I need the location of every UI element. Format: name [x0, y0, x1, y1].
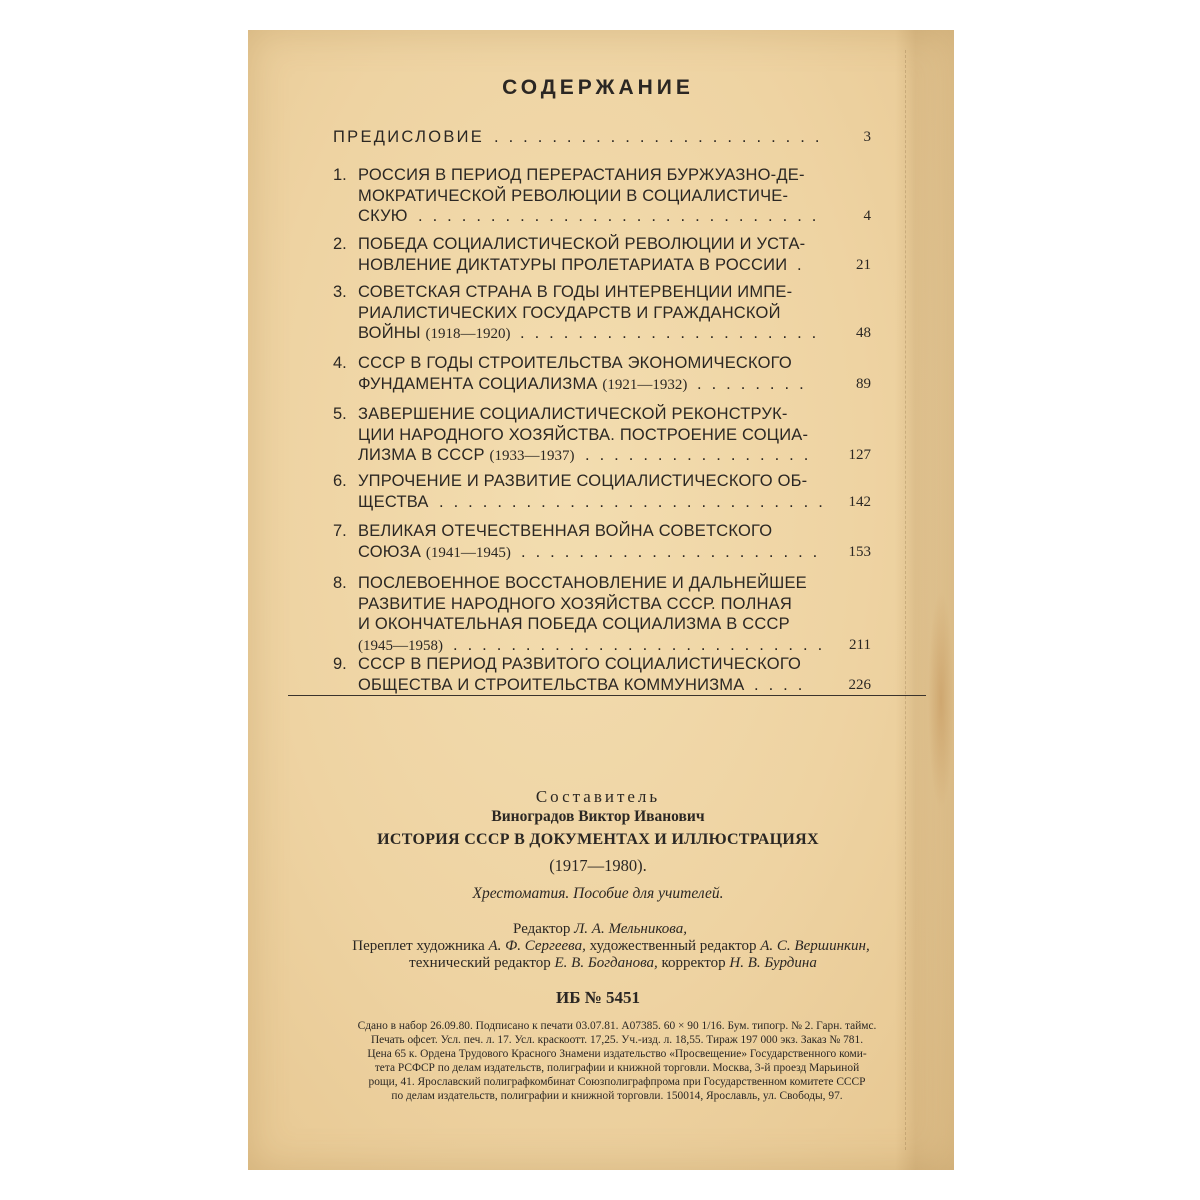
toc-entry-line-text: ФУНДАМЕНТА СОЦИАЛИЗМА	[358, 374, 598, 393]
art-editor-name: А. С. Вершинкин,	[760, 938, 870, 954]
toc-page-number: 226	[848, 676, 871, 693]
toc-entry-years: (1933—1937)	[489, 448, 575, 464]
toc-entry-line-text: ЦИИ НАРОДНОГО ХОЗЯЙСТВА. ПОСТРОЕНИЕ СОЦИА-	[358, 425, 809, 444]
toc-entry-line-text: ЗАВЕРШЕНИЕ СОЦИАЛИСТИЧЕСКОЙ РЕКОНСТРУК-	[358, 405, 788, 423]
toc-page-number: 142	[848, 493, 871, 510]
toc-entry-preface	[0, 124, 1200, 150]
leader-dots: .....................	[521, 542, 828, 561]
credit-technical	[0, 955, 1200, 972]
toc-chapter-number: 4.	[333, 354, 347, 372]
tech-editor-role: технический редактор	[409, 955, 551, 971]
toc-chapter-number: 2.	[333, 235, 347, 253]
leader-dots: .......................	[494, 128, 830, 146]
toc-entry-line-text: СССР В ГОДЫ СТРОИТЕЛЬСТВА ЭКОНОМИЧЕСКОГО	[358, 354, 792, 372]
leader-dots: ............................	[418, 207, 827, 225]
leader-dots: .	[797, 255, 812, 274]
imprint-block	[286, 1019, 948, 1103]
leader-dots: ....	[754, 675, 813, 694]
toc-entry-line-text: СКУЮ	[358, 207, 408, 225]
toc-entry-line-text: ОБЩЕСТВА И СТРОИТЕЛЬСТВА КОММУНИЗМА	[358, 675, 745, 694]
toc-chapter-number: 6.	[333, 472, 347, 490]
toc-chapter-number: 7.	[333, 522, 347, 540]
toc-entry-line-text: РИАЛИСТИЧЕСКИХ ГОСУДАРСТВ И ГРАЖДАНСКОЙ	[358, 303, 781, 322]
toc-entry-line	[0, 489, 1200, 515]
toc-entry-line	[0, 371, 1200, 397]
proofreader-name: Н. В. Бурдина	[729, 955, 817, 971]
credit-editor	[0, 921, 1200, 938]
binding-role: Переплет художника	[352, 938, 485, 954]
toc-entry-line-text: УПРОЧЕНИЕ И РАЗВИТИЕ СОЦИАЛИСТИЧЕСКОГО ОБ-	[358, 472, 808, 490]
imprint-line: Цена 65 к. Ордена Трудового Красного Знамени издательство «Просвещение» Государственного коми-	[367, 1048, 867, 1060]
leader-dots: ........	[697, 374, 814, 393]
toc-page-number: 127	[848, 447, 871, 463]
imprint-line: Печать офсет. Усл. печ. л. 17. Усл. краскоотт. 17,25. Уч.-изд. л. 18,55. Тираж 197 000 экз. Заказ № 781.	[370, 1034, 864, 1046]
toc-entry-line-text: СОВЕТСКАЯ СТРАНА В ГОДЫ ИНТЕРВЕНЦИИ ИМПЕ-	[358, 283, 793, 301]
book-subtitle: Хрестоматия. Пособие для учителей.	[472, 885, 724, 902]
toc-entry-title: ПРЕДИСЛОВИЕ	[333, 128, 485, 146]
toc-entry-line-text: ЩЕСТВА	[358, 492, 429, 511]
book-years: (1917—1980).	[549, 856, 647, 875]
toc-entry-text	[358, 442, 575, 469]
editor-role: Редактор	[513, 921, 571, 937]
contents-heading: СОДЕРЖАНИЕ	[502, 76, 694, 99]
proofreader-role: корректор	[661, 955, 726, 971]
toc-entry-line-text: СОЮЗА	[358, 542, 422, 561]
toc-entry-text	[358, 320, 510, 347]
leader-dots: ................	[585, 446, 819, 464]
toc-entry-text	[358, 252, 787, 278]
toc-page-number: 4	[863, 208, 871, 224]
editor-name: Л. А. Мельникова,	[574, 921, 687, 937]
toc-entry-text	[358, 539, 511, 566]
toc-entry-line	[0, 252, 1200, 278]
credit-artists	[0, 938, 1200, 955]
toc-entry-line-text: ВЕЛИКАЯ ОТЕЧЕСТВЕННАЯ ВОЙНА СОВЕТСКОГО	[358, 522, 773, 540]
toc-page-number: 3	[863, 129, 871, 145]
toc-chapter-number: 5.	[333, 405, 347, 423]
toc-entry-years: (1921—1932)	[602, 376, 688, 393]
toc-entry-line	[0, 203, 1200, 229]
toc-entry-years: (1918—1920)	[425, 326, 511, 342]
toc-chapter-number: 8.	[333, 574, 347, 592]
toc-entry-line-text: ПОСЛЕВОЕННОЕ ВОССТАНОВЛЕНИЕ И ДАЛЬНЕЙШЕЕ	[358, 574, 807, 592]
toc-entry-line-text: ПОБЕДА СОЦИАЛИСТИЧЕСКОЙ РЕВОЛЮЦИИ И УСТА-	[358, 235, 806, 253]
toc-page-number: 89	[856, 375, 871, 392]
toc-chapter-number: 9.	[333, 655, 347, 673]
toc-entry-line-text: НОВЛЕНИЕ ДИКТАТУРЫ ПРОЛЕТАРИАТА В РОССИИ	[358, 255, 788, 274]
toc-page-number: 153	[848, 543, 871, 560]
ib-number: ИБ № 5451	[555, 988, 641, 1007]
imprint-line: по делам издательств, полиграфии и книжной торговли. 150014, Ярославль, ул. Свободы, 97.	[391, 1090, 843, 1102]
book-title: ИСТОРИЯ СССР В ДОКУМЕНТАХ И ИЛЛЮСТРАЦИЯХ	[377, 831, 819, 848]
toc-entry-line-text: РОССИЯ В ПЕРИОД ПЕРЕРАСТАНИЯ БУРЖУАЗНО-ДЕ-	[358, 166, 805, 184]
toc-entry-text	[358, 672, 744, 698]
leader-dots: .....................	[520, 324, 827, 342]
toc-entry-line	[0, 442, 1200, 468]
toc-page-number: 211	[849, 636, 871, 653]
compiler-label: Составитель	[535, 787, 661, 806]
toc-page-number: 48	[856, 325, 871, 341]
compiler-name: Виноградов Виктор Иванович	[491, 808, 705, 825]
tech-editor-name: Е. В. Богданова,	[554, 955, 658, 971]
toc-entry-line-text: РАЗВИТИЕ НАРОДНОГО ХОЗЯЙСТВА СССР. ПОЛНАЯ	[358, 594, 792, 613]
toc-page-number: 21	[856, 256, 871, 273]
toc-entry-line-text: ЛИЗМА В СССР	[358, 446, 485, 464]
leader-dots: ...........................	[439, 492, 833, 511]
imprint-line: Сдано в набор 26.09.80. Подписано к печати 03.07.81. А07385. 60 × 90 1/16. Бум. типогр. № 2. Гарн. таймс.	[357, 1020, 877, 1032]
contents-divider	[288, 695, 926, 696]
toc-entry-text	[358, 489, 429, 515]
toc-entry-line	[0, 672, 1200, 698]
toc-chapter-number: 1.	[333, 166, 347, 184]
toc-entry-line-text: ВОЙНЫ	[358, 324, 421, 342]
toc-entry-line	[0, 539, 1200, 565]
toc-chapter-number: 3.	[333, 283, 347, 301]
toc-entry-years: (1941—1945)	[425, 544, 511, 561]
imprint-line: тета РСФСР по делам издательств, полиграфии и книжной торговли. Москва, 3-й проезд Марьиной	[374, 1062, 860, 1074]
binding-artist-name: А. Ф. Сергеева,	[488, 938, 586, 954]
art-editor-role: художественный редактор	[589, 938, 757, 954]
leader-dots: ..........................	[453, 635, 833, 654]
toc-entry-line	[0, 320, 1200, 346]
toc-entry-line-text: СССР В ПЕРИОД РАЗВИТОГО СОЦИАЛИСТИЧЕСКОГО	[358, 655, 802, 673]
toc-entry-line-text: И ОКОНЧАТЕЛЬНАЯ ПОБЕДА СОЦИАЛИЗМА В СССР	[358, 615, 790, 633]
imprint-line: рощи, 41. Ярославский полиграфкомбинат Союзполиграфпрома при Государственном комитете СССР	[368, 1076, 866, 1088]
toc-entry-line-text: МОКРАТИЧЕСКОЙ РЕВОЛЮЦИИ В СОЦИАЛИСТИЧЕ-	[358, 186, 789, 205]
toc-entry-text	[358, 203, 408, 229]
toc-entry-text	[358, 371, 687, 398]
toc-entry-years: (1945—1958)	[358, 637, 443, 654]
